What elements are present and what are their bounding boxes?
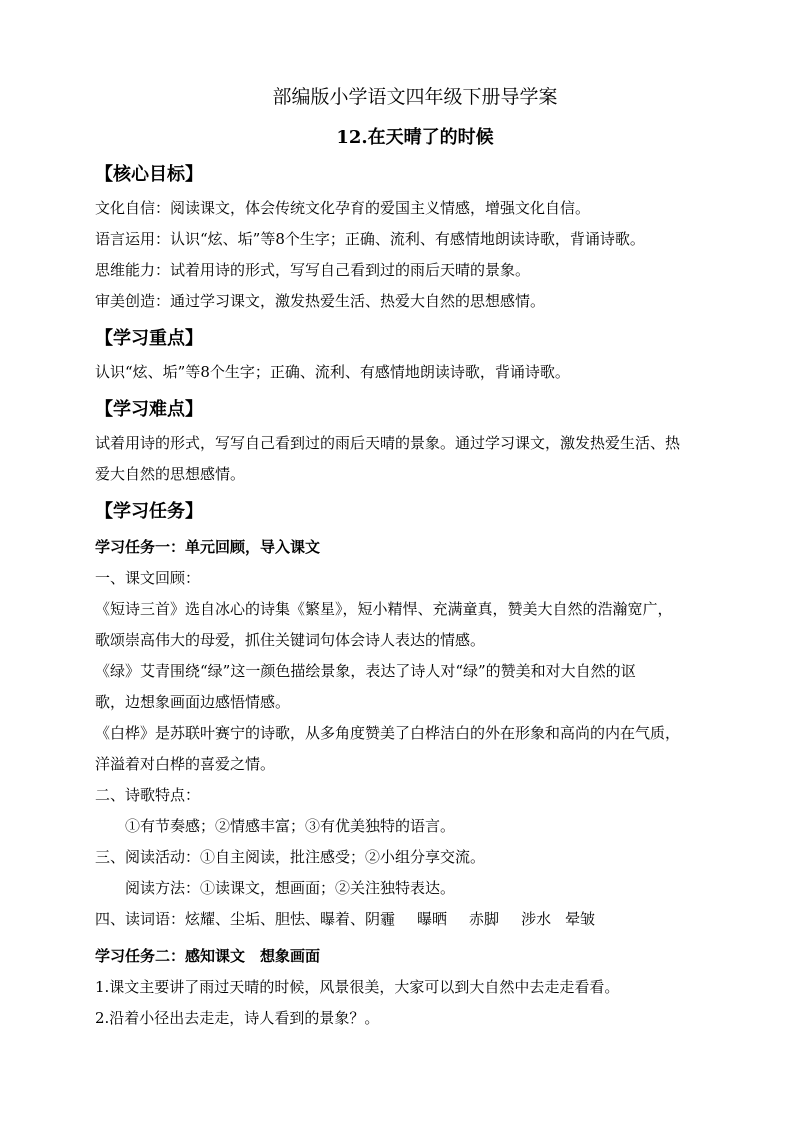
review-short-poems-2: 歌颂崇高伟大的母爱，抓住关键词句体会诗人表达的情感。	[95, 631, 486, 649]
reading-method: 阅读方法：①读课文，想画面；②关注独特表达。	[125, 879, 456, 897]
review-birch-1: 《白桦》是苏联叶赛宁的诗歌，从多角度赞美了白桦洁白的外在形象和高尚的内在气质，	[95, 724, 681, 742]
goal-language: 语言运用：认识“炫、垢”等8个生字；正确、流利、有感情地朗读诗歌，背诵诗歌。	[95, 230, 645, 248]
vocabulary-word: 涉水	[521, 910, 552, 928]
vocabulary-label: 四、读词语：	[95, 910, 186, 928]
review-birch-2: 洋溢着对白桦的喜爱之情。	[95, 755, 276, 773]
tasks-heading: 【学习任务】	[95, 501, 203, 522]
document-page	[95, 82, 715, 1034]
review-green-2: 歌，边想象画面边感悟情感。	[95, 693, 291, 711]
goal-aesthetic: 审美创造：通过学习课文，激发热爱生活、热爱大自然的思想感情。	[95, 292, 546, 310]
goal-thinking: 思维能力：试着用诗的形式，写写自己看到过的雨后天晴的景象。	[95, 261, 531, 279]
review-short-poems-1: 《短诗三首》选自冰心的诗集《繁星》，短小精悍、充满童真，赞美大自然的浩瀚宽广，	[95, 600, 673, 618]
vocabulary-word: 赤脚	[469, 910, 500, 928]
task-2-question-1: 1.课文主要讲了雨过天晴的时候，风景很美，大家可以到大自然中去走走看看。	[95, 978, 620, 996]
features-heading: 二、诗歌特点：	[95, 786, 201, 804]
task-2-title: 学习任务二：感知课文 想象画面	[95, 947, 321, 965]
goal-culture: 文化自信：阅读课文，体会传统文化孕育的爱国主义情感，增强文化自信。	[95, 199, 591, 217]
reading-activity: 三、阅读活动：①自主阅读，批注感受；②小组分享交流。	[95, 848, 486, 866]
vocabulary-word: 曝晒	[417, 910, 448, 928]
key-points-heading: 【学习重点】	[95, 328, 203, 349]
vocabulary-line	[95, 904, 715, 935]
review-green-1: 《绿》艾青围绕“绿”这一颜色描绘景象，表达了诗人对“绿”的赞美和对大自然的讴	[95, 662, 636, 680]
goals-heading: 【核心目标】	[95, 164, 203, 185]
vocabulary-words-a: 炫耀、尘垢、胆怯、曝着、阴霾	[185, 910, 396, 928]
key-points-text: 认识“炫、垢”等8个生字；正确、流利、有感情地朗读诗歌，背诵诗歌。	[95, 363, 570, 381]
lesson-title: 12.在天晴了的时候	[336, 127, 494, 148]
task-2-question-2: 2.沿着小径出去走走，诗人看到的景象？。	[95, 1009, 380, 1027]
document-title: 部编版小学语文四年级下册导学案	[272, 86, 558, 108]
difficulties-line-2: 爱大自然的思想感情。	[95, 465, 246, 483]
features-list: ①有节奏感；②情感丰富；③有优美独特的语言。	[125, 817, 456, 835]
difficulties-line-1: 试着用诗的形式，写写自己看到过的雨后天晴的景象。通过学习课文，激发热爱生活、热	[95, 434, 681, 452]
task-1-title: 学习任务一：单元回顾，导入课文	[95, 538, 321, 556]
difficulties-heading: 【学习难点】	[95, 399, 203, 420]
review-heading: 一、课文回顾：	[95, 569, 201, 587]
vocabulary-word: 晕皱	[565, 910, 596, 928]
